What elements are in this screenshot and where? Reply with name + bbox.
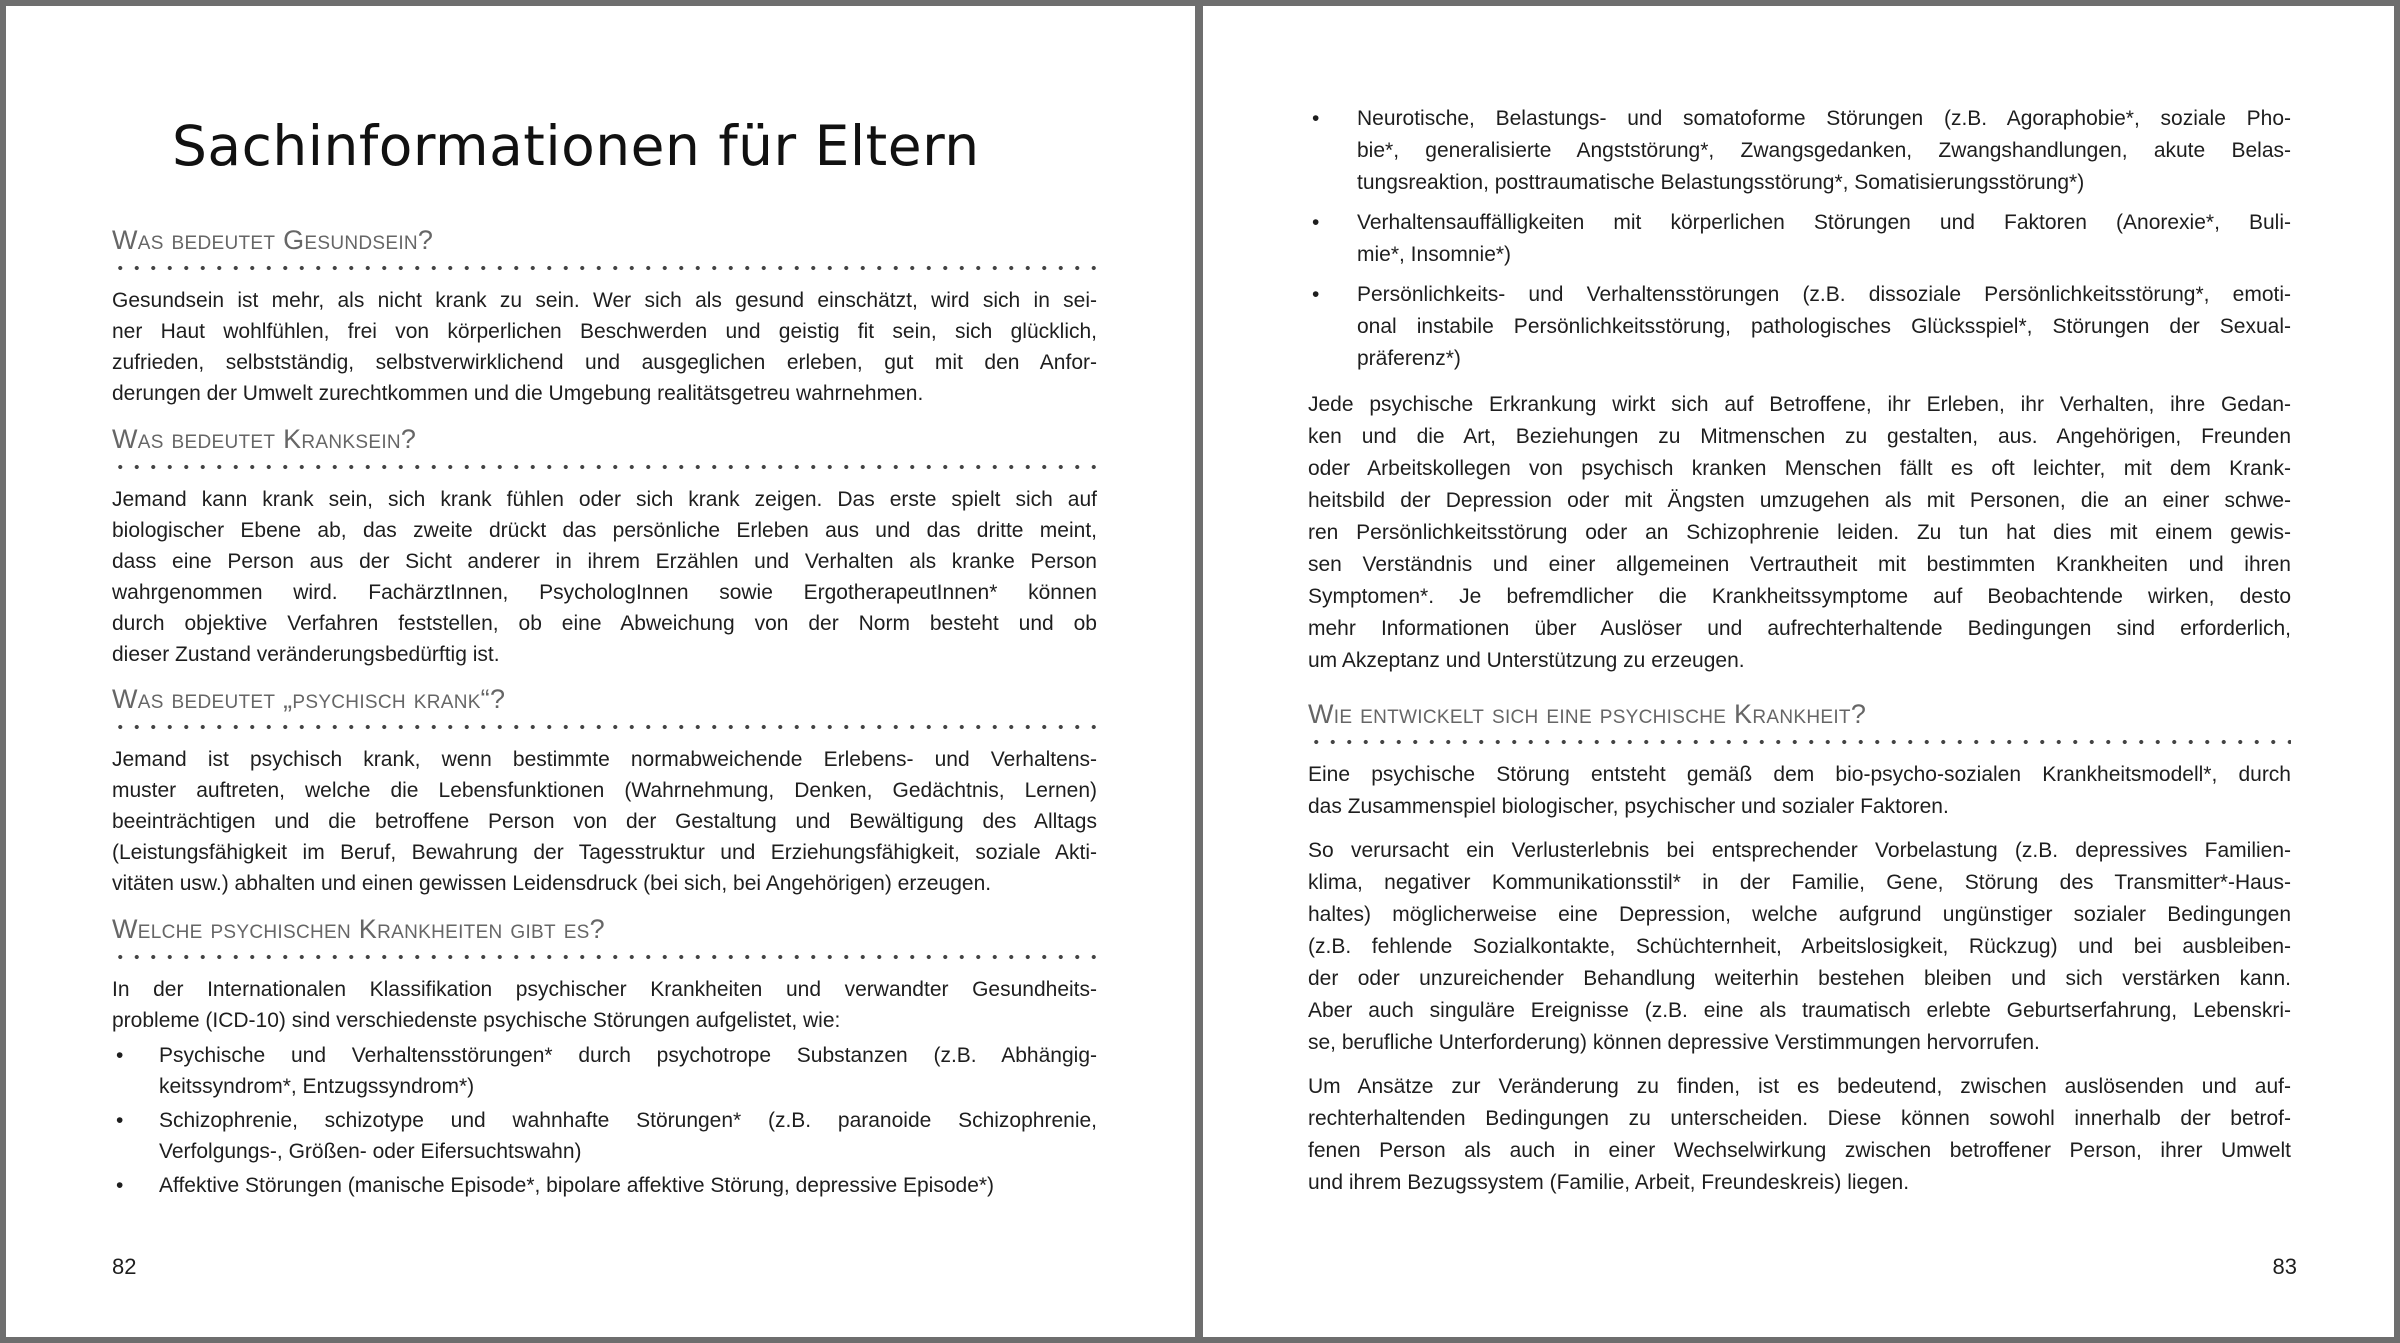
text-line: Neurotische, Belastungs- und somatoforme Störungen (z.B. Agoraphobie*, soziale Pho- <box>1357 107 2291 130</box>
text-line: Schizophrenie, schizotype und wahnhafte Störungen* (z.B. paranoide Schizophrenie, <box>159 1109 1097 1132</box>
section-psychisch-krank <box>112 681 1097 899</box>
text-line: rechterhaltenden Bedingungen zu unterscheiden. Diese können sowohl innerhalb der betrof- <box>1308 1107 2291 1130</box>
text-line: dass eine Person aus der Sicht anderer in ihrem Erzählen und Verhalten als kranke Person <box>112 550 1097 573</box>
list-item <box>112 1105 1097 1167</box>
text-line: der oder unzureichender Behandlung weiterhin bestehen bleiben und sich verstärken kann. <box>1308 967 2291 990</box>
text-line: heitsbild der Depression oder mit Ängsten umzugehen als mit Personen, die an einer schwe- <box>1308 489 2291 512</box>
text-line: bie*, generalisierte Angststörung*, Zwangsgedanken, Zwangshandlungen, akute Belas- <box>1357 139 2291 162</box>
section-heading: Was bedeutet Gesundsein? <box>112 225 434 255</box>
text-line: So verursacht ein Verlusterlebnis bei entsprechender Vorbelastung (z.B. depressives Familien- <box>1308 839 2291 862</box>
section-heading: Was bedeutet Kranksein? <box>112 424 417 454</box>
text-line: fenen Person als auch in einer Wechselwirkung zwischen betroffener Person, ihrer Umwelt <box>1308 1139 2291 1162</box>
dotted-divider <box>112 954 1097 960</box>
text-line: beeinträchtigen und die betroffene Person von der Gestaltung und Bewältigung des Alltags <box>112 810 1097 833</box>
bullet-list <box>112 1040 1097 1201</box>
list-item <box>1308 279 2291 375</box>
paragraph <box>1308 759 2291 823</box>
section-effects <box>1308 389 2291 677</box>
text-line: Affektive Störungen (manische Episode*, bipolare affektive Störung, depressive Episode*) <box>159 1174 995 1197</box>
paragraph <box>112 744 1097 899</box>
section-heading: Wie entwickelt sich eine psychische Krankheit? <box>1308 699 1867 729</box>
text-line: präferenz*) <box>1357 347 1461 370</box>
disorder-list-continued <box>1308 103 2291 375</box>
text-line: haltes) möglicherweise eine Depression, welche aufgrund ungünstiger sozialer Bedingungen <box>1308 903 2291 926</box>
text-line: Aber auch singuläre Ereignisse (z.B. eine als traumatisch erlebte Geburtserfahrung, Lebenskri- <box>1308 999 2291 1022</box>
text-line: wahrgenommen wird. FachärztInnen, PsychologInnen sowie ErgotherapeutInnen* können <box>112 581 1097 604</box>
paragraph <box>112 285 1097 409</box>
text-line: keitssyndrom*, Entzugssyndrom*) <box>159 1075 475 1098</box>
text-line: biologischer Ebene ab, das zweite drückt das persönliche Erleben aus und das dritte meint, <box>112 519 1097 542</box>
paragraph <box>1308 389 2291 677</box>
text-line: Psychische und Verhaltensstörungen* durch psychotrope Substanzen (z.B. Abhängig- <box>159 1044 1097 1067</box>
text-line: zufrieden, selbstständig, selbstverwirklichend und ausgeglichen erleben, gut mit den Anfor- <box>112 351 1097 374</box>
text-line: probleme (ICD-10) sind verschiedenste psychische Störungen aufgelistet, wie: <box>112 1009 841 1032</box>
text-line: onal instabile Persönlichkeitsstörung, pathologisches Glücksspiel*, Störungen der Sexual- <box>1357 315 2291 338</box>
section-gesundsein <box>112 222 1097 409</box>
list-item <box>112 1040 1097 1102</box>
text-line: derungen der Umwelt zurechtkommen und die Umgebung realitätsgetreu wahrnehmen. <box>112 382 924 405</box>
paragraph <box>112 974 1097 1036</box>
paragraph <box>1308 1071 2291 1199</box>
list-item <box>1308 103 2291 199</box>
text-line: ren Persönlichkeitsstörung oder an Schizophrenie leiden. Zu tun hat dies mit einem gewis- <box>1308 521 2291 544</box>
text-line: se, berufliche Unterforderung) können depressive Verstimmungen hervorrufen. <box>1308 1031 2040 1054</box>
text-line: um Akzeptanz und Unterstützung zu erzeugen. <box>1308 649 1745 672</box>
text-line: In der Internationalen Klassifikation psychischer Krankheiten und verwandter Gesundheits- <box>112 978 1097 1001</box>
section-entwicklung <box>1308 696 2291 1199</box>
bullet-icon: • <box>1312 107 1320 130</box>
paragraph <box>112 484 1097 670</box>
text-line: sen Verständnis und einer allgemeinen Vertrautheit mit bestimmten Krankheiten und ihren <box>1308 553 2291 576</box>
text-line: und ihrem Bezugssystem (Familie, Arbeit, Freundeskreis) liegen. <box>1308 1171 1910 1194</box>
text-line: Eine psychische Störung entsteht gemäß dem bio-psycho-sozialen Krankheitsmodell*, durch <box>1308 763 2291 786</box>
text-line: ken und die Art, Beziehungen zu Mitmenschen zu gestalten, aus. Angehörigen, Freunden <box>1308 425 2291 448</box>
text-line: Jemand kann krank sein, sich krank fühlen oder sich krank zeigen. Das erste spielt sich auf <box>112 488 1097 511</box>
left-page <box>6 6 1195 1337</box>
list-item <box>1308 207 2291 271</box>
text-line: Persönlichkeits- und Verhaltensstörungen (z.B. dissoziale Persönlichkeitsstörung*, emoti- <box>1357 283 2291 306</box>
section-heading: Welche psychischen Krankheiten gibt es? <box>112 914 605 944</box>
text-line: durch objektive Verfahren feststellen, ob eine Abweichung von der Norm besteht und ob <box>112 612 1097 635</box>
text-line: klima, negativer Kommunikationsstil* in der Familie, Gene, Störung des Transmitter*-Haus- <box>1308 871 2291 894</box>
text-line: tungsreaktion, posttraumatische Belastungsstörung*, Somatisierungsstörung*) <box>1357 171 2085 194</box>
page-number: 83 <box>2272 1254 2297 1279</box>
text-line: (Leistungsfähigkeit im Beruf, Bewahrung der Tagesstruktur und Erziehungsfähigkeit, soziale Akti- <box>112 841 1097 864</box>
text-line: ner Haut wohlfühlen, frei von körperlichen Beschwerden und geistig fit sein, sich glücklich, <box>112 320 1097 343</box>
text-line: mie*, Insomnie*) <box>1357 243 1512 266</box>
bullet-list <box>1308 103 2291 375</box>
section-heading: Was bedeutet „psychisch krank“? <box>112 684 506 714</box>
text-line: mehr Informationen über Auslöser und aufrechterhaltende Bedingungen sind erforderlich, <box>1308 617 2291 640</box>
dotted-divider <box>112 464 1097 470</box>
section-krankheiten <box>112 911 1097 1201</box>
text-line: muster auftreten, welche die Lebensfunktionen (Wahrnehmung, Denken, Gedächtnis, Lernen) <box>112 779 1097 802</box>
page-title: Sachinformationen für Eltern <box>172 114 980 178</box>
bullet-icon: • <box>1312 283 1320 306</box>
paragraph <box>1308 835 2291 1059</box>
right-page <box>1203 6 2394 1337</box>
text-line: Um Ansätze zur Veränderung zu finden, ist es bedeutend, zwischen auslösenden und auf- <box>1308 1075 2291 1098</box>
text-line: dieser Zustand veränderungsbedürftig ist. <box>112 643 500 666</box>
bullet-icon: • <box>116 1174 124 1197</box>
text-line: vitäten usw.) abhalten und einen gewissen Leidensdruck (bei sich, bei Angehörigen) erzeugen. <box>112 872 992 895</box>
text-line: Jede psychische Erkrankung wirkt sich auf Betroffene, ihr Erleben, ihr Verhalten, ihre Gedan- <box>1308 393 2291 416</box>
dotted-divider <box>1308 739 2291 745</box>
bullet-icon: • <box>1312 211 1320 234</box>
page-number: 82 <box>112 1254 137 1279</box>
text-line: Symptomen*. Je befremdlicher die Krankheitssymptome auf Beobachtende wirken, desto <box>1308 585 2291 608</box>
text-line: Jemand ist psychisch krank, wenn bestimmte normabweichende Erlebens- und Verhaltens- <box>112 748 1097 771</box>
text-line: das Zusammenspiel biologischer, psychischer und sozialer Faktoren. <box>1308 795 1949 818</box>
bullet-icon: • <box>116 1109 124 1132</box>
list-item <box>112 1170 1097 1201</box>
text-line: Verfolgungs-, Größen- oder Eifersuchtswahn) <box>159 1140 582 1163</box>
text-line: (z.B. fehlende Sozialkontakte, Schüchternheit, Arbeitslosigkeit, Rückzug) und bei ausbleiben- <box>1308 935 2291 958</box>
bullet-icon: • <box>116 1044 124 1067</box>
section-kranksein <box>112 421 1097 670</box>
text-line: Gesundsein ist mehr, als nicht krank zu sein. Wer sich als gesund einschätzt, wird sich in sei- <box>112 289 1097 312</box>
text-line: oder Arbeitskollegen von psychisch kranken Menschen fällt es oft leichter, mit dem Krank- <box>1308 457 2291 480</box>
text-line: Verhaltensauffälligkeiten mit körperlichen Störungen und Faktoren (Anorexie*, Buli- <box>1357 211 2291 234</box>
dotted-divider <box>112 265 1097 271</box>
dotted-divider <box>112 724 1097 730</box>
